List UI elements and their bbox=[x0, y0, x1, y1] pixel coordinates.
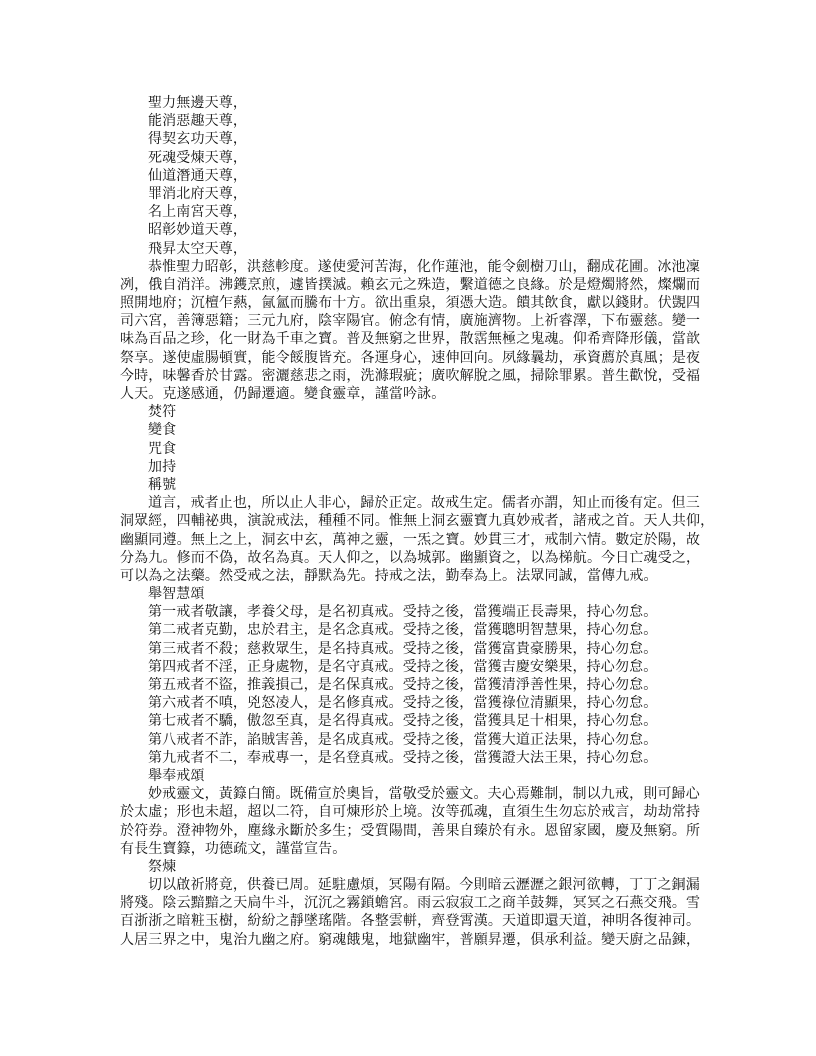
paragraph-line: 於太虛；形也未超，超以二符，自可煉形於上境。汝等孤魂，直須生生勿忘於戒言，劫劫常持 bbox=[120, 804, 701, 821]
paragraph-line: 可以為之法藥。然受戒之法，靜默為先。持戒之法，勤奉為上。法眾同誠，當傳九戒。 bbox=[120, 567, 658, 584]
litany-line: 罪消北府天尊， bbox=[148, 185, 248, 202]
litany-line: 能消惡趣天尊， bbox=[148, 113, 248, 130]
paragraph-line: 分為九。修而不偽，故名為真。天人仰之，以為城郭。幽顯資之，以為梯航。今日亡魂受之， bbox=[120, 549, 701, 566]
paragraph-line: 將殘。陰云黯黯之天扃牛斗，沉沉之霧鎖蟾宮。雨云寂寂工之商羊鼓舞，冥冥之石燕交飛。雪 bbox=[120, 895, 701, 912]
observance-paragraph bbox=[120, 785, 710, 858]
paragraph-line: 冽，俄自消洋。沸鑊烹煎，遽皆撲滅。賴玄元之殊造，繫道德之良緣。於是燈燭將然，燦爛而 bbox=[120, 276, 701, 293]
paragraph-line: 司六宮，善簿惡籍；三元九府，陰宰陽官。俯念有情，廣施濟物。上祈睿澤，下布靈慈。變一 bbox=[120, 313, 701, 330]
paragraph-line: 有長生寶籙，功德疏文，謹當宣告。 bbox=[120, 840, 347, 857]
paragraph-line: 道言，戒者止也，所以止人非心，歸於正定。故戒生定。儒者亦謂，知止而後有定。但三 bbox=[148, 495, 700, 512]
paragraph-line: 幽顯同遵。無上之上，洞玄中玄，萬神之靈，一炁之寶。妙貫三才，戒制六情。數定於陽，故 bbox=[120, 531, 701, 548]
paragraph-line: 人居三界之中，鬼治九幽之府。窮魂餓鬼，地獄幽牢，普願昇遷，俱承利益。變天廚之品錬， bbox=[120, 931, 701, 948]
paragraph-line: 妙戒靈文，黃籙白簡。既備宣於奧旨，當敬受於靈文。夫心焉難制，制以九戒，則可歸心 bbox=[148, 786, 700, 803]
precept-line: 第三戒者不殺；慈救眾生，是名持真戒。受持之後，當獲富貴豪勝果，持心勿怠。 bbox=[148, 640, 658, 657]
rite-heading: 焚符 bbox=[148, 404, 177, 421]
paragraph-line: 洞眾經，四輔祕典，演說戒法，種種不同。惟無上洞玄靈寶九真妙戒者，諸戒之首。天人共仰， bbox=[120, 513, 715, 530]
litany-list bbox=[120, 94, 710, 258]
paragraph-line: 於符券。澄神物外，塵緣永斷於多生；受質陽間，善果自臻於有永。恩留家國，慶及無窮。所 bbox=[120, 822, 701, 839]
paragraph-line: 百浙浙之暗粧玉樹，紛紛之靜墜瑤階。各整雲軿，齊登霄漢。天道即還天道，神明各復神司。 bbox=[120, 913, 701, 930]
precept-line: 第七戒者不驕，傲忽至真，是名得真戒。受持之後，當獲具足十相果，持心勿怠。 bbox=[148, 713, 658, 730]
paragraph-line: 人天。克遂感通，仍歸遷適。變食靈章，謹當吟詠。 bbox=[120, 386, 446, 402]
litany-line: 聖力無邊天尊， bbox=[148, 95, 248, 111]
litany-line: 昭彰妙道天尊， bbox=[148, 222, 248, 239]
precepts-intro-paragraph bbox=[120, 494, 715, 585]
precept-line: 第六戒者不嗔，兇怒凌人，是名修真戒。受持之後，當獲祿位清顯果，持心勿怠。 bbox=[148, 695, 658, 712]
litany-line: 飛昇太空天尊， bbox=[148, 240, 248, 257]
precept-line: 第九戒者不二，奉戒專一，是名登真戒。受持之後，當獲證大法王果，持心勿怠。 bbox=[148, 749, 658, 766]
wisdom-heading: 舉智慧頌 bbox=[148, 586, 205, 603]
precept-line: 第二戒者克勤，忠於君主，是名念真戒。受持之後，當獲聰明智慧果，持心勿怠。 bbox=[148, 622, 658, 639]
precept-line: 第八戒者不詐，諂賊害善，是名成真戒。受持之後，當獲大道正法果，持心勿怠。 bbox=[148, 731, 658, 748]
document-page bbox=[120, 94, 715, 949]
paragraph-line: 恭惟聖力昭彰，洪慈軫度。遂使愛河苦海，化作蓮池，能令劍樹刀山，翻成花圃。冰池凜 bbox=[148, 258, 700, 275]
sacrifice-paragraph bbox=[120, 876, 710, 949]
precept-line: 第五戒者不盜，推義損己，是名保真戒。受持之後，當獲清淨善性果，持心勿怠。 bbox=[148, 677, 658, 693]
paragraph-line: 切以啟祈將竟，供養已周。延駐慮煩，冥陽有隔。今則暗云瀝瀝之銀河欲轉，丁丁之銅漏 bbox=[148, 877, 700, 894]
praise-paragraph bbox=[120, 258, 710, 404]
precept-line: 第四戒者不淫，正身處物，是名守真戒。受持之後，當獲吉慶安樂果，持心勿怠。 bbox=[148, 658, 658, 675]
nine-precepts-list bbox=[120, 603, 710, 767]
observance-heading: 舉奉戒頌 bbox=[148, 767, 205, 784]
rite-headings bbox=[120, 403, 710, 494]
paragraph-line: 味為百品之珍，化一財為千車之寶。普及無窮之世界，散霑無極之鬼魂。仰希齊降形儀，當歆 bbox=[120, 331, 701, 348]
rite-heading: 咒食 bbox=[148, 440, 177, 457]
rite-heading: 稱號 bbox=[148, 476, 177, 493]
precept-line: 第一戒者敬讓，孝養父母，是名初真戒。受持之後，當獲端正長壽果，持心勿怠。 bbox=[148, 604, 658, 621]
litany-line: 名上南宮天尊， bbox=[148, 204, 248, 221]
paragraph-line: 照開地府；沉檀乍爇，氤氳而騰布十方。欲出重泉，須憑大造。饋其飲食，獻以錢財。伏覬四 bbox=[120, 295, 701, 312]
rite-heading: 變食 bbox=[148, 422, 177, 439]
rite-heading: 加持 bbox=[148, 458, 177, 475]
paragraph-line: 今時，味馨香於甘露。密灑慈悲之雨，洗滌瑕疵；廣吹解脫之風，掃除罪累。普生歡悅，受福 bbox=[120, 367, 701, 384]
litany-line: 死魂受煉天尊， bbox=[148, 149, 248, 166]
sacrifice-heading: 祭煉 bbox=[148, 858, 177, 875]
litany-line: 仙道潛通天尊， bbox=[148, 167, 248, 184]
litany-line: 得契玄功天尊， bbox=[148, 131, 248, 148]
paragraph-line: 祭享。遂使虛腸頓實，能令餒腹皆充。各運身心，速伸回向。夙緣曩劫，承資薦於真風；是夜 bbox=[120, 349, 701, 366]
